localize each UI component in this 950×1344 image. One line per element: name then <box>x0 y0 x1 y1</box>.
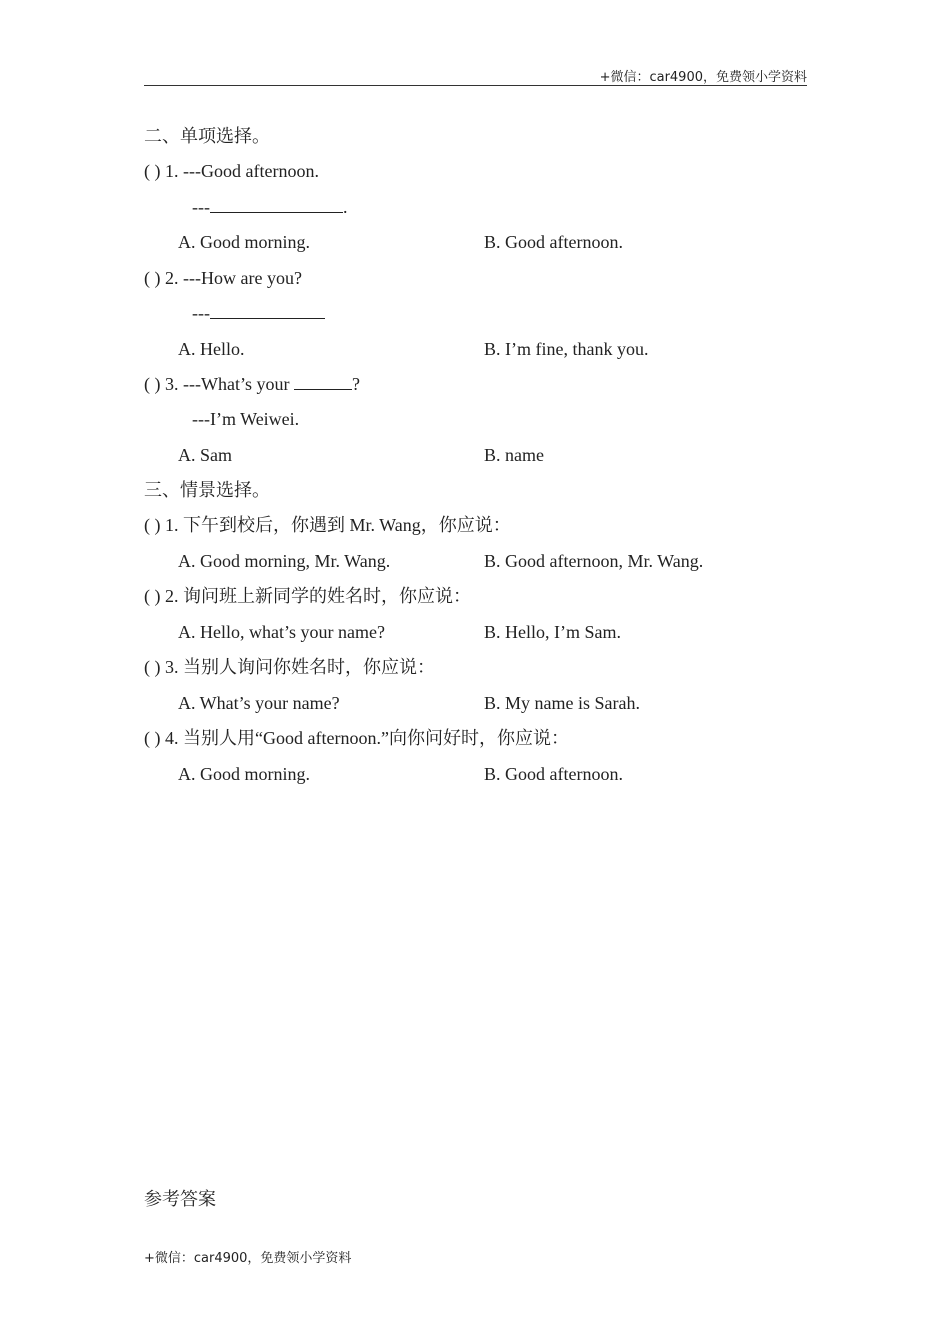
s2-q3-line <box>144 373 360 395</box>
footer-watermark-text: +微信：car4900，免费领小学资料 <box>144 1251 352 1266</box>
s2-q1-prefix: ( ) 1. <box>144 161 183 181</box>
section-2-title: 二、单项选择。 <box>144 126 270 146</box>
s3-q1-line <box>144 514 511 536</box>
s2-q3-option-b: B. name <box>484 445 544 465</box>
s3-q4-option-b: B. Good afternoon. <box>484 764 623 784</box>
s2-q2-option-a: A. Hello. <box>178 339 245 359</box>
s2-q2-line <box>144 267 302 289</box>
s2-q1-prompt: ---Good afternoon. <box>183 161 319 181</box>
s3-q3-line <box>144 656 435 678</box>
s3-q4-prefix: ( ) 4. <box>144 728 183 748</box>
s2-q1-reply-dash: --- <box>192 197 210 217</box>
s2-q1-reply <box>192 196 347 218</box>
s2-q3-answer-blank[interactable] <box>294 373 352 390</box>
header-divider <box>144 85 807 86</box>
s3-q3-prefix: ( ) 3. <box>144 657 183 677</box>
s3-q2-prefix: ( ) 2. <box>144 586 183 606</box>
s2-q2-option-b: B. I’m fine, thank you. <box>484 339 649 359</box>
s2-q1-reply-end: . <box>342 197 348 217</box>
s3-q4-prompt: 当别人用“Good afternoon.”向你问好时，你应说： <box>183 728 569 748</box>
s2-q3-option-a: A. Sam <box>178 445 232 465</box>
s2-q3-prefix: ( ) 3. <box>144 374 183 394</box>
s3-q1-option-b: B. Good afternoon, Mr. Wang. <box>484 551 704 571</box>
answers-title: 参考答案 <box>144 1189 216 1209</box>
s3-q4-option-a: A. Good morning. <box>178 764 310 784</box>
header-watermark-text: +微信：car4900，免费领小学资料 <box>599 70 807 85</box>
s3-q2-option-b: B. Hello, I’m Sam. <box>484 622 621 642</box>
section-3-title: 三、情景选择。 <box>144 480 270 500</box>
s2-q3-prompt-start: ---What’s your <box>183 374 294 394</box>
s2-q1-line <box>144 160 319 182</box>
s3-q1-prefix: ( ) 1. <box>144 515 183 535</box>
s2-q2-reply <box>192 302 325 324</box>
s3-q3-option-a: A. What’s your name? <box>178 693 340 713</box>
s2-q1-option-a: A. Good morning. <box>178 232 310 252</box>
s2-q3-reply: ---I’m Weiwei. <box>192 409 300 429</box>
s2-q2-prompt: ---How are you? <box>183 268 302 288</box>
s2-q2-answer-blank[interactable] <box>210 302 325 319</box>
s2-q2-prefix: ( ) 2. <box>144 268 183 288</box>
s3-q2-line <box>144 585 471 607</box>
s3-q4-line <box>144 727 569 749</box>
s2-q2-reply-dash: --- <box>192 303 210 323</box>
s2-q1-answer-blank[interactable] <box>210 196 343 213</box>
s3-q1-prompt: 下午到校后，你遇到 Mr. Wang，你应说： <box>183 515 511 535</box>
s3-q2-option-a: A. Hello, what’s your name? <box>178 622 385 642</box>
s3-q2-prompt: 询问班上新同学的姓名时，你应说： <box>183 586 471 606</box>
s2-q3-prompt-end: ? <box>351 374 360 394</box>
s2-q1-option-b: B. Good afternoon. <box>484 232 623 252</box>
s3-q3-option-b: B. My name is Sarah. <box>484 693 640 713</box>
s3-q3-prompt: 当别人询问你姓名时，你应说： <box>183 657 435 677</box>
s3-q1-option-a: A. Good morning, Mr. Wang. <box>178 551 391 571</box>
